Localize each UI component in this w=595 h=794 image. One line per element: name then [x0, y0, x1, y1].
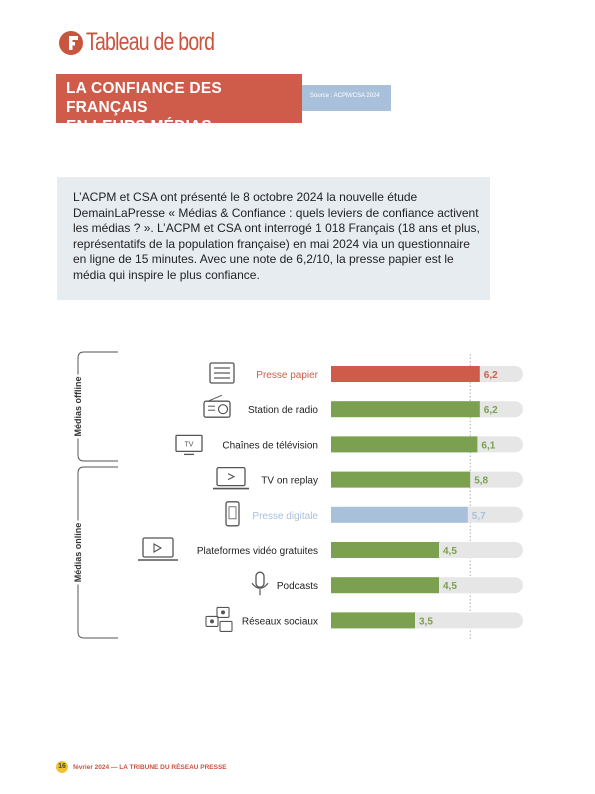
value-label: 6,2	[483, 405, 498, 417]
svg-text:TV: TV	[184, 441, 194, 449]
laptop-video-icon	[138, 538, 178, 560]
category-label: Réseaux sociaux	[241, 616, 318, 628]
bar	[331, 612, 415, 628]
value-label: 3,5	[419, 616, 433, 628]
category-label: Chaînes de télévision	[222, 440, 318, 452]
banner-title	[66, 79, 302, 136]
brand-logo	[58, 30, 84, 56]
value-label: 4,5	[443, 581, 457, 593]
page-number: 16	[58, 763, 66, 770]
category-label: Presse papier	[256, 370, 318, 381]
value-label: 6,1	[481, 440, 496, 452]
banner-title-line2: EN LEURS MÉDIAS	[66, 118, 212, 135]
category-label: TV on replay	[261, 475, 318, 487]
page-title: Tableau de bord	[86, 28, 215, 56]
intro-box	[57, 177, 490, 300]
value-label: 6,2	[483, 370, 498, 381]
microphone-icon	[252, 572, 268, 595]
newspaper-icon	[210, 363, 234, 383]
section-banner	[56, 74, 302, 135]
social-network-icon	[206, 607, 232, 631]
bar	[331, 436, 477, 452]
value-label: 5,7	[471, 510, 486, 522]
source-tag	[302, 85, 391, 111]
banner-title-line1: LA CONFIANCE DES FRANÇAIS	[66, 80, 222, 116]
source-text: Source : ACPM/CSA 2024	[310, 93, 380, 99]
category-label: Podcasts	[276, 581, 318, 593]
footer-text: février 2024 — LA TRIBUNE DU RÉSEAU PRESSE	[73, 764, 227, 771]
category-label: Station de radio	[247, 405, 318, 417]
smartphone-icon	[226, 502, 239, 526]
bar	[331, 577, 439, 593]
bar	[331, 366, 480, 382]
bar	[331, 542, 439, 558]
radio-icon	[204, 395, 230, 417]
bar	[331, 401, 480, 417]
category-label: Presse digitale	[252, 510, 318, 522]
online-group-label: Médias online	[73, 522, 83, 583]
tv-icon	[176, 435, 202, 454]
value-label: 5,8	[474, 475, 489, 487]
value-label: 4,5	[443, 546, 457, 557]
intro-text: L’ACPM et CSA ont présenté le 8 octobre 2024 la nouvelle étude DemainLaPresse « Médias & Confiance : quels leviers de confiance activent les médias ? ». L’ACPM et CSA ont interrogé 1 018 Français (18 ans et plus, représentatifs de la population française) en mai 2024 via un questionnaire en ligne de 15 minutes. Avec une note de 6,2/10, la presse papier est le média qui inspire le plus confiance.	[73, 190, 480, 282]
page-number-badge	[56, 761, 68, 773]
confidence-chart	[0, 330, 595, 660]
bar	[331, 507, 468, 523]
offline-group-label: Médias offline	[73, 376, 83, 437]
laptop-replay-icon	[213, 468, 249, 489]
category-label: Plateformes vidéo gratuites	[196, 546, 318, 557]
bar	[331, 472, 470, 488]
